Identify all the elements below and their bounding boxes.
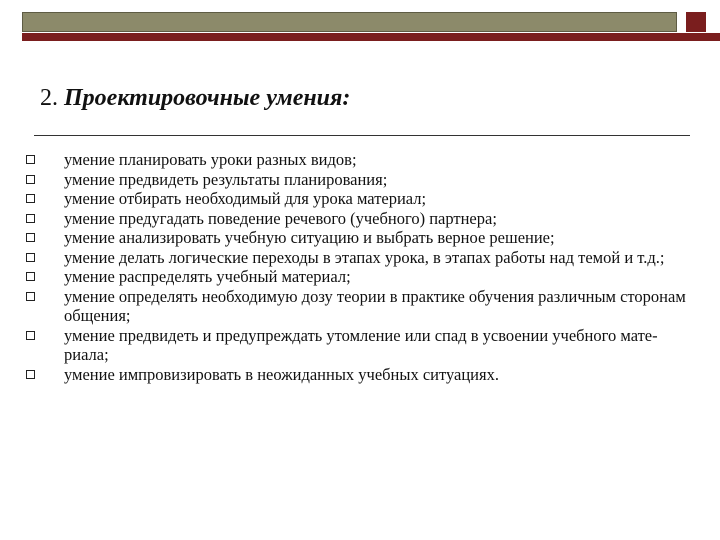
list-item-text: умение предугадать поведение речевого (учебного) партнера; [64, 208, 497, 228]
header-bar [22, 12, 677, 32]
list-item-text: умение анализировать учебную ситуацию и выбрать верное решение; [64, 228, 555, 247]
list-item [26, 267, 691, 287]
list-item-text: умение предвидеть и предупреждать утомление или спад в усвоении учебного мате-риала; [64, 325, 658, 364]
list-item [26, 228, 691, 248]
header-accent-bar [22, 33, 720, 41]
list-item-text: умение импровизировать в неожиданных учебных ситуациях. [64, 364, 499, 384]
list-item-text: умение делать логические переходы в этапах урока, в этапах работы над темой и т.д.; [64, 247, 665, 267]
square-bullet-icon [26, 194, 35, 203]
square-bullet-icon [26, 272, 35, 281]
list-item [26, 365, 691, 385]
slide-title [40, 83, 350, 113]
header-corner-square [686, 12, 706, 32]
title-divider [34, 135, 690, 136]
square-bullet-icon [26, 214, 35, 223]
slide-title-text: Проектировочные умения: [64, 85, 351, 111]
square-bullet-icon [26, 370, 35, 379]
list-item-text: умение отбирать необходимый для урока материал; [64, 189, 427, 208]
square-bullet-icon [26, 292, 35, 301]
square-bullet-icon [26, 175, 35, 184]
list-item [26, 248, 691, 268]
square-bullet-icon [26, 155, 35, 164]
square-bullet-icon [26, 233, 35, 242]
skills-list [26, 150, 691, 384]
square-bullet-icon [26, 331, 35, 340]
list-item-text: умение планировать уроки разных видов; [64, 150, 357, 169]
list-item [26, 150, 691, 170]
list-item [26, 209, 691, 229]
list-item-text: умение предвидеть результаты планирования; [64, 169, 388, 189]
list-item [26, 189, 691, 209]
list-item [26, 287, 691, 326]
list-item [26, 170, 691, 190]
list-item [26, 326, 691, 365]
list-item-text: умение распределять учебный материал; [64, 267, 351, 286]
slide-title-number: 2. [40, 85, 58, 111]
list-item-text: умение определять необходимую дозу теории в практике обучения различным сторонам общения; [64, 286, 686, 325]
square-bullet-icon [26, 253, 35, 262]
